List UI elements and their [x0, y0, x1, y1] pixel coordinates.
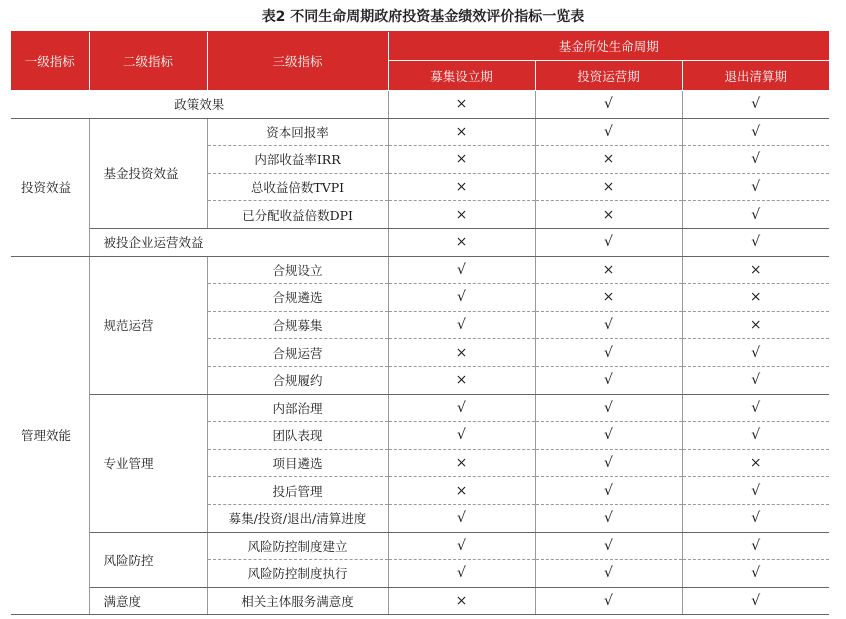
col-header-operation: 投资运营期: [535, 61, 682, 91]
mark-cell: √: [682, 339, 829, 367]
mark-cell: √: [535, 366, 682, 394]
level2-portfolio: 被投企业运营效益: [89, 228, 388, 256]
mark-cell: ×: [682, 256, 829, 284]
level1-investment: 投资效益: [11, 118, 89, 256]
mark-cell: ×: [388, 339, 535, 367]
mark-cell: ×: [388, 118, 535, 146]
table-row: [11, 394, 829, 422]
col-header-lifecycle: 基金所处生命周期: [388, 32, 829, 61]
mark-cell: √: [535, 339, 682, 367]
mark-cell: ×: [388, 587, 535, 615]
level2-risk: 风险防控: [89, 532, 207, 587]
mark-cell: √: [682, 118, 829, 146]
mark-cell: ×: [388, 91, 535, 119]
mark-cell: ×: [682, 311, 829, 339]
mark-cell: ×: [388, 228, 535, 256]
indicator-table: [11, 32, 829, 615]
mark-cell: √: [682, 366, 829, 394]
mark-cell: √: [682, 394, 829, 422]
col-header-level1: 一级指标: [11, 32, 89, 91]
mark-cell: ×: [535, 284, 682, 312]
level2-professional: 专业管理: [89, 394, 207, 532]
table-row: [11, 118, 829, 146]
mark-cell: √: [388, 284, 535, 312]
level2-satisfaction: 满意度: [89, 587, 207, 615]
mark-cell: √: [682, 477, 829, 505]
mark-cell: √: [682, 532, 829, 560]
level3-label: 内部治理: [207, 394, 388, 422]
level3-label: 总收益倍数TVPI: [207, 173, 388, 201]
level3-label: 内部收益率IRR: [207, 146, 388, 174]
mark-cell: ×: [388, 366, 535, 394]
level3-label: 合规履约: [207, 366, 388, 394]
col-header-fundraising: 募集设立期: [388, 61, 535, 91]
mark-cell: ×: [388, 173, 535, 201]
mark-cell: √: [535, 311, 682, 339]
mark-cell: ×: [535, 256, 682, 284]
mark-cell: √: [682, 560, 829, 588]
level2-compliance: 规范运营: [89, 256, 207, 394]
mark-cell: ×: [682, 449, 829, 477]
mark-cell: ×: [388, 146, 535, 174]
mark-cell: √: [535, 477, 682, 505]
level3-label: 合规遴选: [207, 284, 388, 312]
level3-label: 风险防控制度执行: [207, 560, 388, 588]
table-row: [11, 532, 829, 560]
mark-cell: √: [388, 394, 535, 422]
table-row: [11, 91, 829, 119]
mark-cell: √: [535, 91, 682, 119]
table-row: [11, 256, 829, 284]
level3-label: 相关主体服务满意度: [207, 587, 388, 615]
table-row: [11, 587, 829, 615]
mark-cell: ×: [535, 146, 682, 174]
level3-label: 合规运营: [207, 339, 388, 367]
mark-cell: √: [535, 504, 682, 532]
mark-cell: √: [682, 201, 829, 229]
mark-cell: √: [388, 311, 535, 339]
col-header-level2: 二级指标: [89, 32, 207, 91]
mark-cell: √: [682, 91, 829, 119]
mark-cell: ×: [388, 449, 535, 477]
level3-label: 投后管理: [207, 477, 388, 505]
level3-label: 风险防控制度建立: [207, 532, 388, 560]
mark-cell: √: [682, 146, 829, 174]
mark-cell: √: [535, 394, 682, 422]
mark-cell: √: [388, 532, 535, 560]
mark-cell: ×: [388, 201, 535, 229]
mark-cell: √: [535, 560, 682, 588]
table-row: [11, 228, 829, 256]
mark-cell: √: [682, 504, 829, 532]
level1-management: 管理效能: [11, 256, 89, 615]
row-label-policy: 政策效果: [11, 91, 388, 119]
mark-cell: ×: [535, 173, 682, 201]
mark-cell: √: [388, 256, 535, 284]
mark-cell: √: [535, 449, 682, 477]
level3-label: 合规设立: [207, 256, 388, 284]
level3-label: 团队表现: [207, 422, 388, 450]
level3-label: 资本回报率: [207, 118, 388, 146]
mark-cell: ×: [535, 201, 682, 229]
mark-cell: √: [388, 422, 535, 450]
col-header-level3: 三级指标: [207, 32, 388, 91]
mark-cell: √: [535, 228, 682, 256]
mark-cell: √: [682, 422, 829, 450]
mark-cell: √: [388, 560, 535, 588]
level3-label: 项目遴选: [207, 449, 388, 477]
mark-cell: √: [682, 173, 829, 201]
level3-label: 已分配收益倍数DPI: [207, 201, 388, 229]
level3-label: 合规募集: [207, 311, 388, 339]
mark-cell: ×: [388, 477, 535, 505]
mark-cell: √: [535, 118, 682, 146]
level3-label: 募集/投资/退出/清算进度: [207, 504, 388, 532]
mark-cell: √: [535, 422, 682, 450]
mark-cell: √: [388, 504, 535, 532]
mark-cell: √: [535, 532, 682, 560]
mark-cell: √: [682, 228, 829, 256]
mark-cell: √: [682, 587, 829, 615]
col-header-exit: 退出清算期: [682, 61, 829, 91]
mark-cell: ×: [682, 284, 829, 312]
mark-cell: √: [535, 587, 682, 615]
table-title: 表2 不同生命周期政府投资基金绩效评价指标一览表: [261, 9, 585, 25]
level2-fund-return: 基金投资效益: [89, 118, 207, 228]
